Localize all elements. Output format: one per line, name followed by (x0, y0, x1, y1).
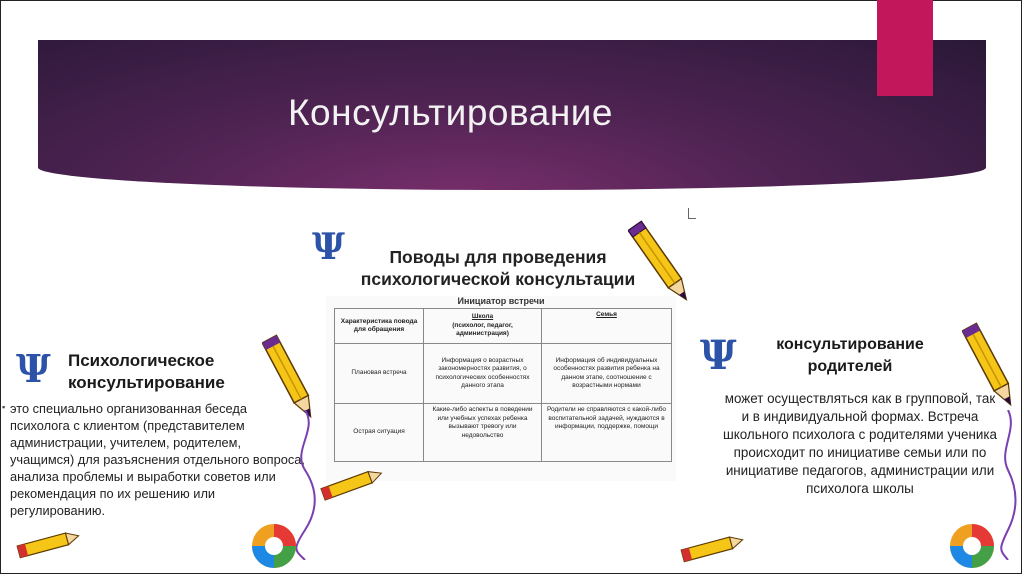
psi-icon: Ψ (312, 226, 345, 268)
header-cell-school (424, 309, 542, 344)
pencil-icon (12, 520, 84, 570)
header-cell-family (542, 309, 672, 344)
header-school-title: Школа (471, 313, 494, 321)
center-title-line2: психологической консультации (360, 269, 636, 289)
logo-icon (948, 522, 996, 570)
left-title-line2: консультирование (68, 373, 225, 392)
header-cell-reason: Характеристика повода для обращения (335, 309, 424, 344)
slide-title: Консультирование (288, 92, 613, 133)
center-title (358, 246, 638, 290)
header-school-sub: (психолог, педагог, администрация) (452, 321, 513, 338)
left-title (68, 350, 225, 394)
pencil-icon (676, 524, 748, 574)
swirl-icon (996, 410, 1020, 560)
right-title-line1: консультирование (776, 336, 924, 353)
table-row (335, 404, 672, 462)
initiator-label: Инициатор встречи (457, 296, 545, 306)
row-label: Острая ситуация (335, 404, 424, 462)
bullet-icon: ▪ (2, 402, 6, 412)
table-wrapper (326, 296, 676, 481)
accent-bar (877, 0, 933, 96)
right-title-line2: родителей (807, 358, 893, 375)
table-row (335, 344, 672, 404)
pencil-icon (962, 318, 1018, 414)
center-title-line1: Поводы для проведения (389, 247, 607, 267)
right-text: может осуществляться как в групповой, так и в индивидуальной формах. Встреча школьного психолога с родителями ученика происходит по инициативе семьи или по инициативе педагогов, администрации или психолога школы (723, 391, 997, 496)
psi-icon: Ψ (700, 332, 737, 379)
right-title (760, 334, 940, 378)
psi-icon: Ψ (16, 346, 51, 391)
table-header-row (335, 309, 672, 344)
left-text: это специально организованная беседа психолога с клиентом (представителем администрации, учителем, родителем, учащимся) для разъяснения отдельного вопроса, анализа проблемы и выработки советов или рекомендация по их решению или регулированию. (10, 401, 305, 518)
pencil-icon (316, 458, 388, 514)
left-title-line1: Психологическое (68, 351, 215, 370)
reasons-table (334, 308, 672, 462)
row-school-cell: Какие-либо аспекты в поведении или учебных успехах ребенка вызывают тревогу или недовольство (424, 404, 542, 462)
pencil-icon (628, 212, 692, 312)
row-school-cell: Информация о возрастных закономерностях развития, о психологических особенностях данного этапа (424, 344, 542, 404)
row-family-cell: Родители не справляются с какой-либо воспитательной задачей, нуждаются в информации, поддержке, помощи (542, 404, 672, 462)
row-family-cell: Информация об индивидуальных особенностях развития ребенка на данном этапе, соотношение с возрастными нормами (542, 344, 672, 404)
row-label: Плановая встреча (335, 344, 424, 404)
header-family-title: Семья (596, 311, 617, 318)
logo-icon (250, 522, 298, 570)
